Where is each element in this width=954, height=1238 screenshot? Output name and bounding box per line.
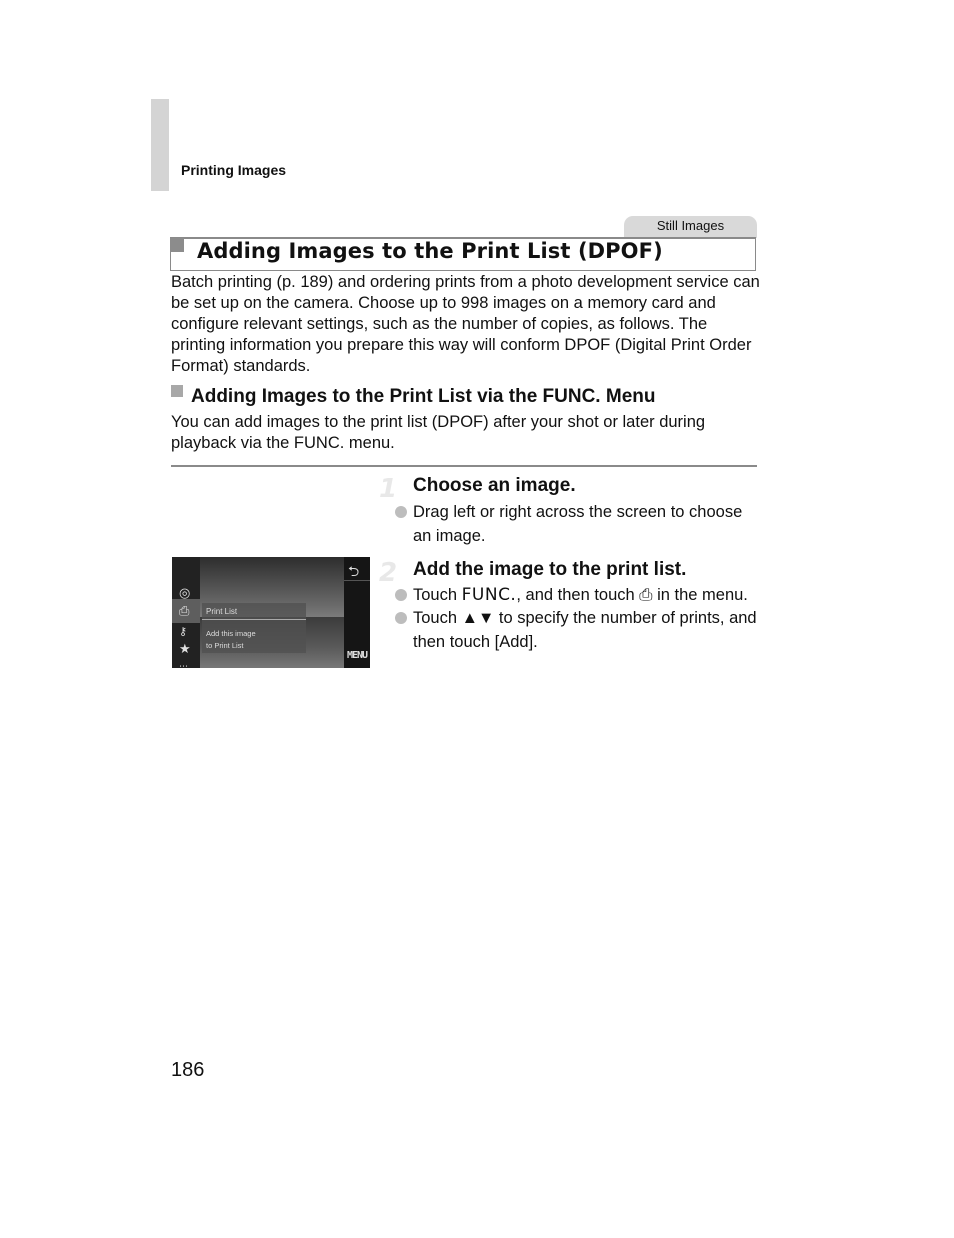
step-2-bullet-2: Touch ▲▼ to specify the number of prints, and then touch [Add].	[413, 609, 757, 651]
divider	[171, 465, 757, 467]
bullet-icon	[395, 589, 407, 601]
popup-title: Print List	[206, 607, 238, 616]
step-2-title: Add the image to the print list.	[413, 559, 687, 580]
side-tab	[151, 99, 169, 191]
step-number-1: 1	[379, 474, 398, 504]
step-1-title: Choose an image.	[413, 475, 576, 496]
subheading-square-icon	[171, 385, 183, 397]
subsection-text: You can add images to the print list (DPOF) after your shot or later during playback via the FUNC. menu.	[171, 413, 706, 452]
func-icon: FUNC.	[461, 585, 517, 605]
menu-button[interactable]: MENU	[347, 650, 368, 661]
section-header: Printing Images	[181, 162, 287, 178]
still-images-tag: Still Images	[624, 216, 757, 238]
page-number: 186	[171, 1059, 205, 1081]
step-number-2: 2	[379, 558, 398, 588]
print-icon[interactable]: ⎙	[179, 604, 190, 619]
step-2-bullet-1: Touch FUNC., and then touch ⎙ in the menu.	[413, 585, 748, 605]
bullet-icon	[395, 506, 407, 518]
protect-key-icon[interactable]: ⚷	[179, 625, 188, 638]
favorite-star-icon[interactable]: ★	[179, 642, 191, 657]
more-icon[interactable]: ⋯	[179, 662, 188, 668]
page-title: Adding Images to the Print List (DPOF)	[197, 239, 663, 263]
clock-icon[interactable]: ◎	[179, 586, 191, 601]
step-1-bullet: Drag left or right across the screen to choose an image.	[413, 503, 743, 545]
back-arrow-icon[interactable]: ⮌	[348, 564, 360, 580]
intro-paragraph: Batch printing (p. 189) and ordering prints from a photo development service can be set up on the camera. Choose up to 998 images on a memory card and configure relevant settings, such as the number of copies, as follows. The printing information you prepare this way will conform DPOF (Digital Print Order Format) standards.	[171, 273, 760, 375]
up-down-arrows-icon: ▲▼	[461, 609, 495, 627]
subheading: Adding Images to the Print List via the FUNC. Menu	[191, 386, 656, 407]
title-square-icon	[170, 238, 184, 252]
bullet-icon	[395, 612, 407, 624]
popup-divider	[202, 619, 306, 620]
popup-description: Add this image to Print List	[206, 629, 256, 650]
camera-screen-illustration	[172, 557, 370, 668]
print-icon: ⎙	[639, 586, 653, 604]
